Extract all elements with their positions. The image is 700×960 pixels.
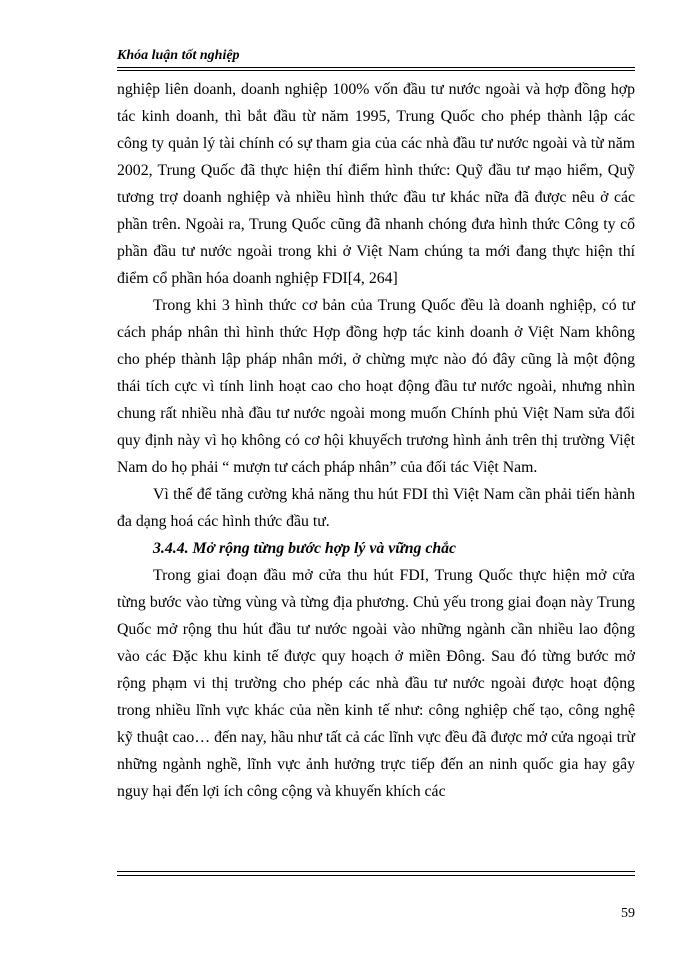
document-body: [117, 76, 635, 805]
section-paragraph: Trong giai đoạn đầu mở cửa thu hút FDI, Trung Quốc thực hiện mở cửa từng bước vào từng vùng và từng địa phương. Chủ yếu trong giai đoạn này Trung Quốc mở rộng thu hút đầu tư nước ngoài vào những ngành cần nhiều lao động vào các Đặc khu kinh tế được quy hoạch ở miền Đông. Sau đó từng bước mở rộng phạm vi thị trường cho phép các nhà đầu tư nước ngoài được hoạt động trong nhiều lĩnh vực khác của nền kinh tế như: công nghiệp chế tạo, công nghệ kỹ thuật cao… đến nay, hầu như tất cả các lĩnh vực đều đã được mở cửa ngoại trừ những ngành nghề, lĩnh vực ảnh hưởng trực tiếp đến an ninh quốc gia hay gây nguy hại đến lợi ích công cộng và khuyến khích các: [117, 567, 635, 800]
footer-divider-secondary: [117, 875, 635, 876]
body-paragraph-3: Vì thế để tăng cường khả năng thu hút FDI thì Việt Nam cần phải tiến hành đa dạng hoá các hình thức đầu tư.: [117, 486, 635, 530]
section-heading: 3.4.4. Mở rộng từng bước hợp lý và vững chắc: [153, 540, 457, 557]
footer-divider: [117, 871, 635, 872]
header-divider-secondary: [117, 70, 635, 71]
body-paragraph-2: Trong khi 3 hình thức cơ bản của Trung Quốc đều là doanh nghiệp, có tư cách pháp nhân thì hình thức Hợp đồng hợp tác kinh doanh ở Việt Nam không cho phép thành lập pháp nhân mới, ở chừng mực nào đó đây cũng là một động thái tích cực vì tính linh hoạt cao cho hoạt động đầu tư nước ngoài, nhưng nhìn chung rất nhiều nhà đầu tư nước ngoài mong muốn Chính phủ Việt Nam sửa đổi quy định này vì họ không có cơ hội khuyếch trương hình ảnh trên thị trường Việt Nam do họ phải “ mượn tư cách pháp nhân” của đối tác Việt Nam.: [117, 297, 635, 476]
body-paragraph-1: nghiệp liên doanh, doanh nghiệp 100% vốn đầu tư nước ngoài và hợp đồng hợp tác kinh doanh, thì bắt đầu từ năm 1995, Trung Quốc cho phép thành lập các công ty quản lý tài chính có sự tham gia của các nhà đầu tư nước ngoài và từ năm 2002, Trung Quốc đã thực hiện thí điểm hình thức: Quỹ đầu tư mạo hiểm, Quỹ tương trợ doanh nghiệp và nhiều hình thức đầu tư khác nữa đã được nêu ở các phần trên. Ngoài ra, Trung Quốc cũng đã nhanh chóng đưa hình thức Công ty cổ phần đầu tư nước ngoài trong khi ở Việt Nam chúng ta mới đang thực hiện thí điểm cổ phần hóa doanh nghiệp FDI[4, 264]: [117, 81, 635, 287]
page-number: 59: [621, 906, 635, 921]
header-title: Khóa luận tốt nghiệp: [117, 48, 240, 63]
header-divider: [117, 67, 635, 68]
